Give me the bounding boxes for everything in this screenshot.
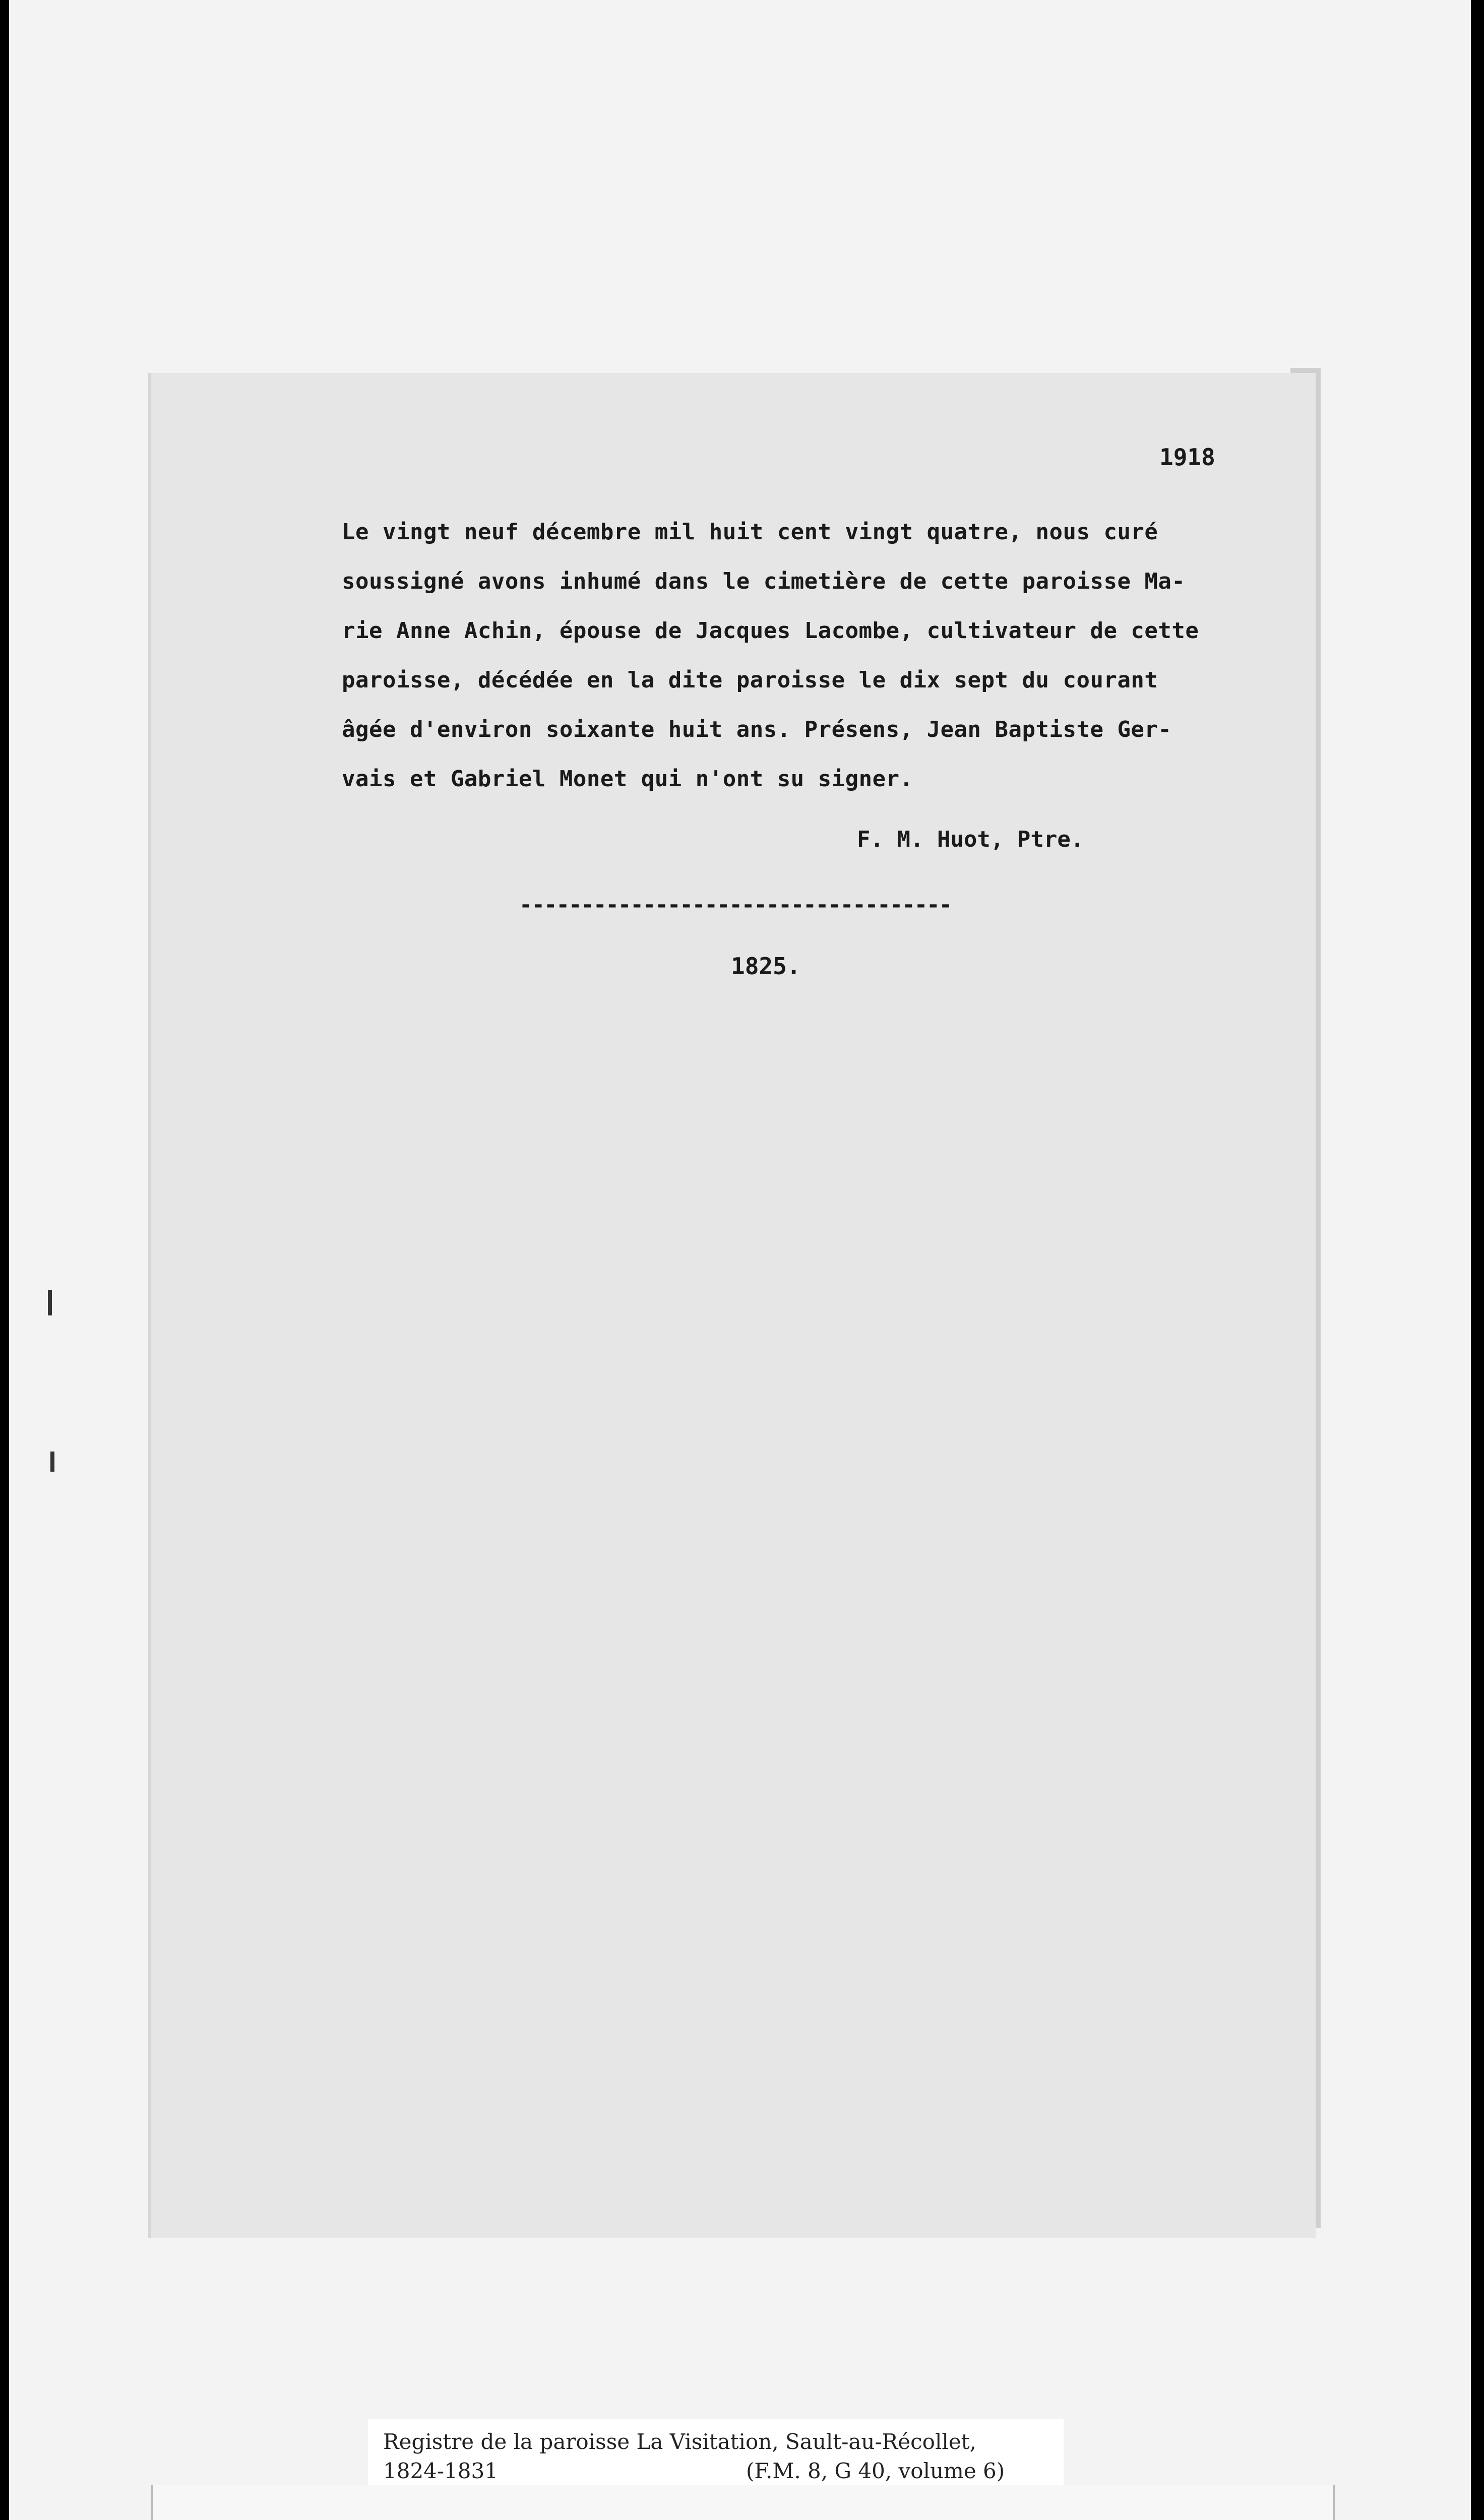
page-number: 1918 [1159, 444, 1215, 471]
caption-line-1: Registre de la paroisse La Visitation, Sault-au-Récollet, [383, 2429, 976, 2454]
body-line-5: âgée d'environ soixante huit ans. Présens, Jean Baptiste Ger- [342, 717, 1172, 742]
body-line-4: paroisse, décédée en la dite paroisse le dix sept du courant [342, 667, 1158, 693]
body-line-2: soussigné avons inhumé dans le cimetière de cette paroisse Ma- [342, 569, 1186, 594]
body-line-1: Le vingt neuf décembre mil huit cent vingt quatre, nous curé [342, 519, 1158, 545]
caption-line-2-right: (F.M. 8, G 40, volume 6) [746, 2459, 1005, 2483]
body-line-6: vais et Gabriel Monet qui n'ont su signer. [342, 766, 913, 792]
typed-page [151, 373, 1316, 2238]
archives-stamp [151, 2485, 1335, 2520]
caption-line-2-left: 1824-1831 [383, 2459, 498, 2483]
edge-mark [50, 1452, 54, 1472]
body-line-3: rie Anne Achin, épouse de Jacques Lacombe, cultivateur de cette [342, 618, 1199, 644]
edge-mark [48, 1290, 52, 1315]
signature: F. M. Huot, Ptre. [857, 827, 1084, 852]
reference-caption [368, 2419, 1064, 2495]
divider-line: ----------------------------------- [519, 892, 952, 918]
year-heading: 1825. [731, 953, 801, 980]
